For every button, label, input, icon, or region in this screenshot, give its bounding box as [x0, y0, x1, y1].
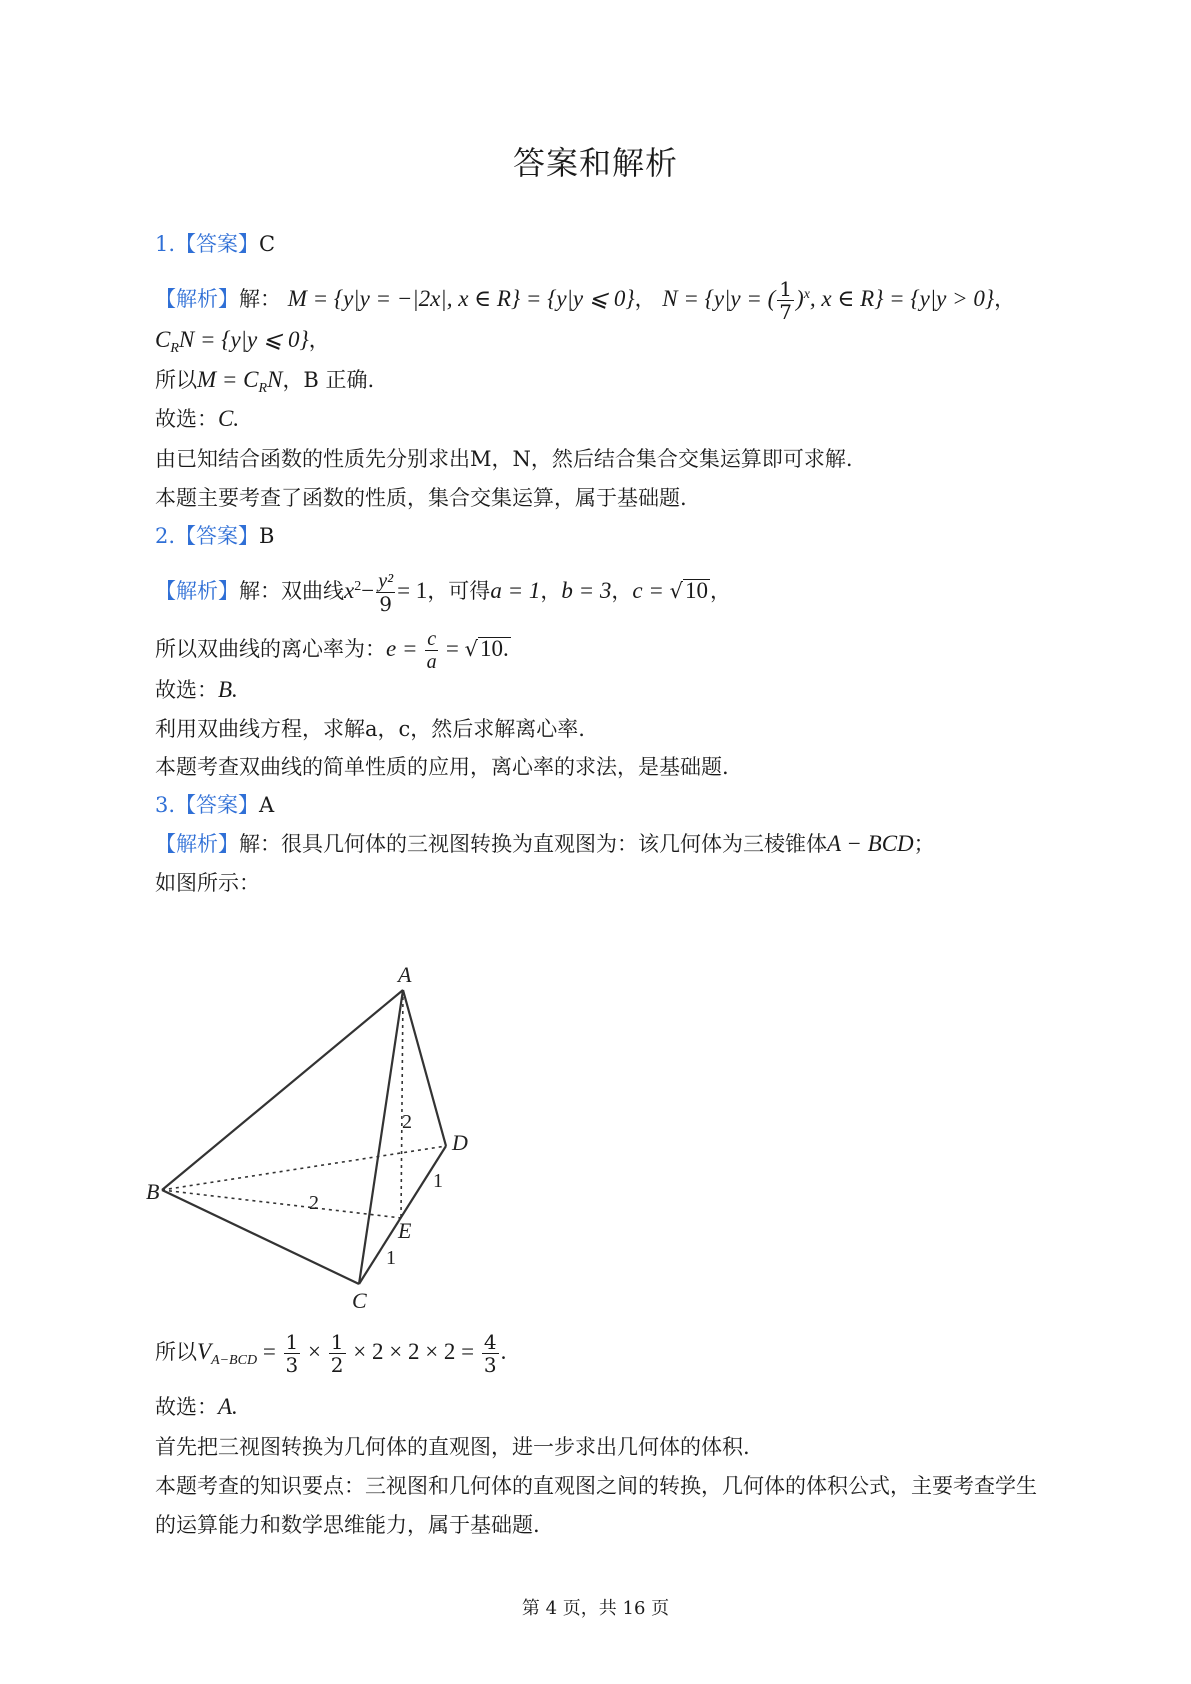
q1-line3-math: M = C — [197, 367, 259, 392]
q1-line3-sub: R — [258, 381, 268, 397]
label-2-vertical: 2 — [402, 1111, 412, 1133]
q3-line2: 如图所示： — [155, 871, 260, 895]
q1-line2-sub: R — [170, 341, 179, 357]
page-title: 答案和解析 — [512, 144, 678, 182]
q1-frac-num: 1 — [779, 277, 793, 301]
q3-vol-mid: × 2 × 2 × 2 = — [347, 1339, 480, 1364]
q2-line5: 本题考查双曲线的简单性质的应用，离心率的求法，是基础题. — [155, 755, 729, 779]
q3-analysis-label: 【解析】 — [155, 832, 239, 856]
q1-line4-pre: 故选： — [155, 407, 218, 431]
q1-jie: 解： — [239, 287, 281, 311]
q3-answer-label: 3.【答案】 — [155, 793, 260, 817]
q2-sqrt10: 10 — [685, 578, 708, 603]
q3-vol-sub: A−BCD — [211, 1353, 258, 1369]
q3-text1-end: ； — [913, 832, 935, 856]
q3-line-b: 本题考查的知识要点：三视图和几何体的直观图之间的转换，几何体的体积公式，主要考查学生 — [155, 1474, 1037, 1498]
q1-line4-ans: C. — [218, 406, 240, 431]
q2-frac-den: 9 — [379, 592, 392, 616]
edge-ac — [359, 990, 403, 1284]
q2-answer: B — [259, 524, 275, 548]
q1-expr-m: M = {y|y = −|2x|, x ∈ R} = {y|y ⩽ 0} — [287, 286, 635, 311]
label-1-upper: 1 — [433, 1170, 443, 1192]
q1-answer: C — [259, 232, 276, 256]
q2-e-eq: e = — [386, 636, 424, 661]
q3-frac3 — [482, 1331, 499, 1376]
q3-f3d: 3 — [483, 1353, 497, 1377]
q3-vol-v: V — [197, 1339, 212, 1364]
q1-end-comma: ， — [994, 287, 1016, 311]
q3-line-c: 的运算能力和数学思维能力，属于基础题. — [155, 1513, 540, 1537]
q2-x: x — [344, 578, 355, 603]
q1-sep: ， — [634, 287, 656, 311]
q1-frac-den: 7 — [779, 300, 793, 324]
q2-e-den: a — [426, 651, 437, 673]
q3-select-line — [155, 1393, 238, 1421]
q3-text1: 解：很具几何体的三视图转换为直观图为：该几何体为三棱锥体 — [239, 832, 827, 856]
label-e: E — [398, 1218, 412, 1243]
edge-ab — [162, 990, 403, 1190]
q3-f1n: 1 — [285, 1330, 299, 1354]
q1-line3-tail: ，B 正确. — [282, 368, 375, 392]
q2-answer-label: 2.【答案】 — [155, 524, 260, 548]
label-1-lower: 1 — [386, 1247, 396, 1269]
q2-line2: 所以双曲线的离心率为：e = $\frac{c}{a}$ = √10. — [155, 628, 509, 673]
q3-line-a: 首先把三视图转换为几何体的直观图，进一步求出几何体的体积. — [155, 1435, 750, 1459]
q1-line5: 由已知结合函数的性质先分别求出M，N，然后结合集合交集运算即可求解. — [155, 447, 853, 471]
label-2-horizontal: 2 — [309, 1192, 319, 1214]
q2-c2: ， — [611, 579, 633, 603]
q2-text2: ，可得 — [427, 579, 491, 603]
q1-analysis-label: 【解析】 — [155, 287, 239, 311]
q1-line2-rest: N = {y|y ⩽ 0} — [178, 327, 309, 352]
q1-line6: 本题主要考查了函数的性质，集合交集运算，属于基础题. — [155, 486, 687, 510]
label-d: D — [452, 1130, 468, 1155]
q2-e-num: c — [427, 628, 437, 650]
q3-vol-end: . — [500, 1339, 507, 1364]
q2-frac-num: y² — [378, 570, 394, 592]
q1-expr-n-pre: N = {y|y = ( — [662, 286, 776, 311]
q1-expr-n-tail: , x ∈ R} = {y|y > 0} — [809, 286, 995, 311]
q2-minus: − — [361, 578, 375, 603]
q2-b-eq: b = 3 — [561, 578, 612, 603]
q2-c3: ， — [710, 579, 731, 603]
q2-line4: 利用双曲线方程，求解a，c，然后求解离心率. — [155, 717, 585, 741]
edge-ae-hidden — [401, 990, 403, 1218]
q3-sel-ans: A. — [218, 1394, 238, 1419]
q1-line2-c: C — [155, 327, 171, 352]
q2-e-eq2: = — [440, 636, 465, 661]
q3-f3n: 4 — [483, 1330, 497, 1354]
q2-line3-pre: 故选： — [155, 678, 218, 702]
q1-sup-x: x — [803, 287, 810, 302]
q2-sqrt10b: 10. — [480, 636, 509, 661]
q3-frac1 — [284, 1331, 301, 1376]
q1-line2-tail: ， — [308, 328, 330, 352]
q2-a-eq: a = 1 — [490, 578, 541, 603]
q1-expr-n-post: ) — [796, 286, 804, 311]
q3-vol-pre: 所以 — [155, 1340, 197, 1364]
q3-f2n: 1 — [330, 1330, 344, 1354]
q3-answer: A — [259, 793, 275, 817]
q2-x-sup: 2 — [354, 579, 362, 594]
q2-eq1: = 1 — [397, 578, 428, 603]
q2-analysis-line: 【解析】解：双曲线$x^2-$ $\frac{\text{y²}}{9}$ = 1，可得a = 1，b = 3，c = √10， — [155, 570, 731, 616]
edge-be-hidden — [162, 1190, 401, 1218]
q2-c-eq: c = — [632, 578, 670, 603]
page-footer: 第 4 页，共 16 页 — [521, 1598, 670, 1619]
q3-volume-line — [155, 1331, 506, 1376]
q1-line3-pre: 所以 — [155, 368, 197, 392]
q3-f1d: 3 — [285, 1353, 299, 1377]
q2-line2-pre: 所以双曲线的离心率为： — [155, 637, 386, 661]
q2-text1: 解：双曲线 — [239, 579, 344, 603]
label-b: B — [146, 1179, 160, 1204]
q3-times1: × — [302, 1339, 327, 1364]
q3-abcd: A − BCD — [827, 831, 914, 856]
q2-line3-ans: B. — [218, 677, 238, 702]
label-a: A — [398, 962, 412, 987]
q3-frac2 — [329, 1331, 346, 1376]
q2-c1: ， — [540, 579, 562, 603]
edge-bd-hidden — [162, 1146, 446, 1190]
q2-analysis-label: 【解析】 — [155, 579, 239, 603]
q3-f2d: 2 — [330, 1353, 344, 1377]
q1-answer-label: 1.【答案】 — [155, 232, 260, 256]
q3-sel-pre: 故选： — [155, 1395, 218, 1419]
q3-vol-eq: = — [257, 1339, 282, 1364]
label-c: C — [352, 1288, 367, 1313]
q1-line3-math2: N — [267, 367, 283, 392]
edge-bc — [162, 1190, 359, 1284]
